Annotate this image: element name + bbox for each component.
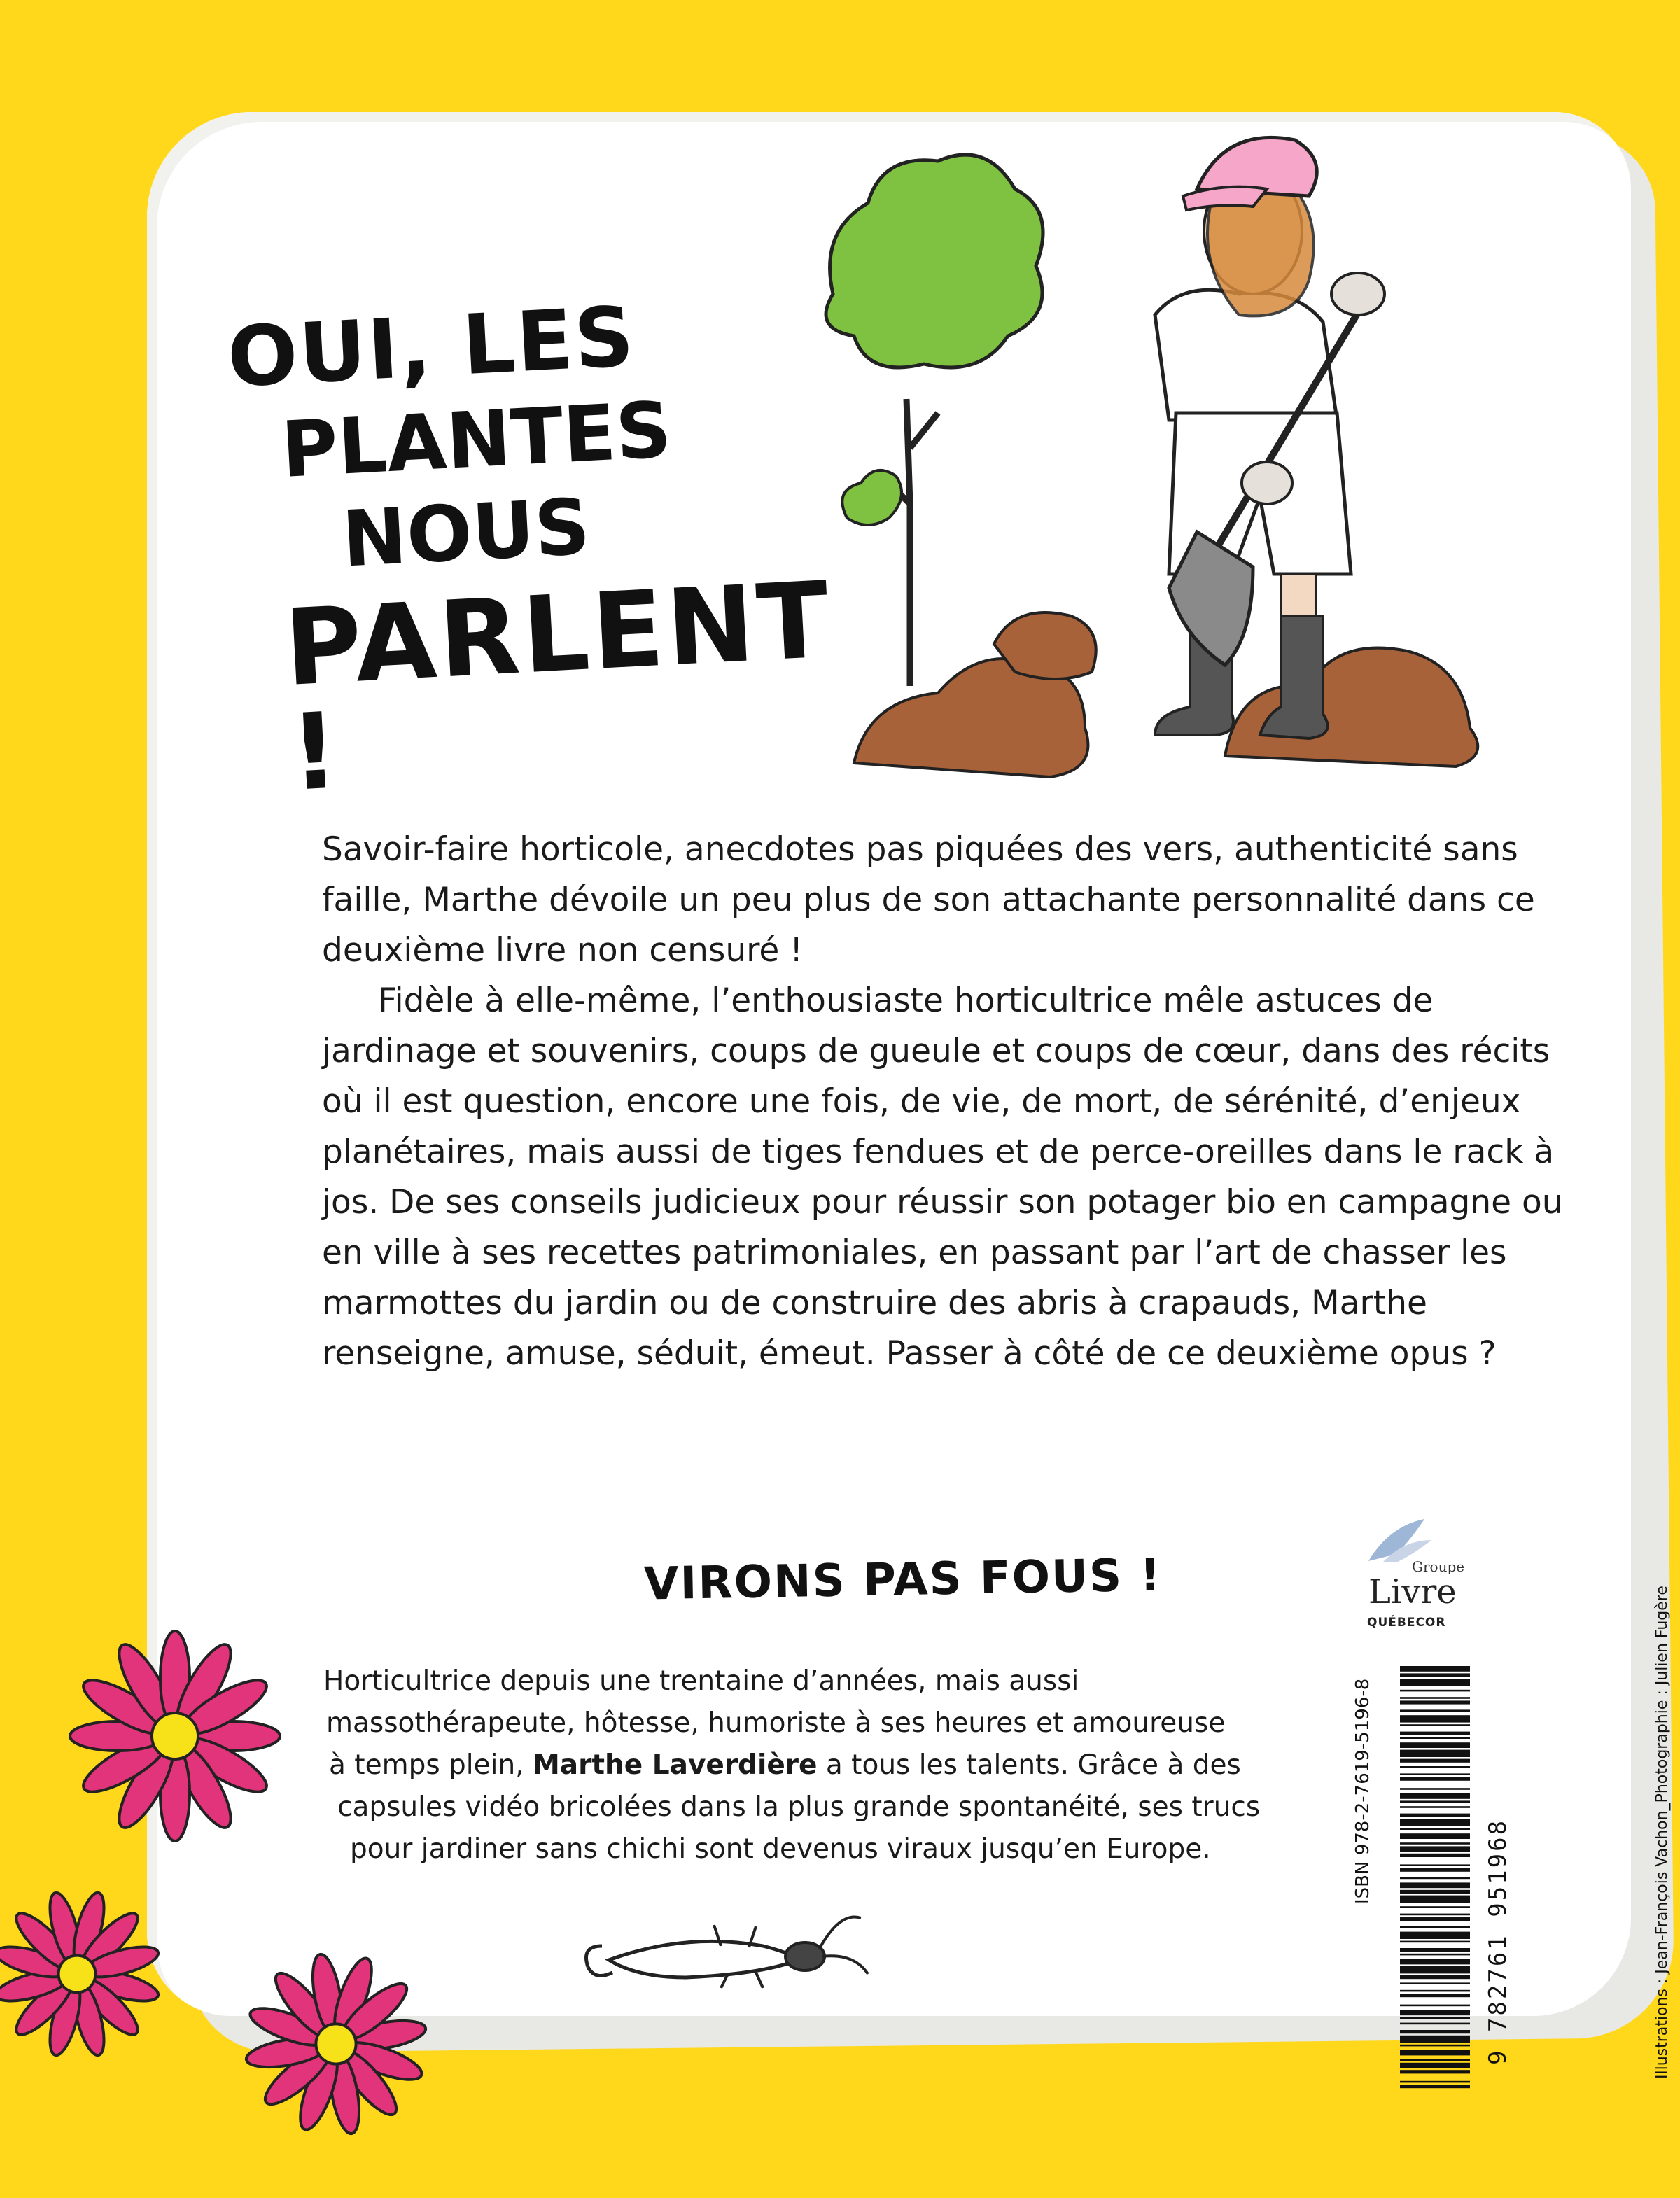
barcode-bar [1400,2023,1470,2025]
book-description [322,825,1568,1379]
image-credits: Illustrations : Jean-François Vachon_Photographie : Julien Fugère [1653,1586,1671,2079]
barcode-bar [1400,1906,1470,1908]
barcode-bar [1400,1732,1470,1735]
earwig-body [609,1941,798,1977]
barcode-bar [1400,2036,1470,2043]
barcode-bar [1400,1679,1470,1686]
barcode-bar [1400,1882,1470,1888]
barcode-bar [1400,1864,1470,1866]
slogan: VIRONS PAS FOUS ! [643,1549,1163,1611]
barcode-bar [1400,1833,1470,1839]
barcode-bar [1400,1914,1470,1916]
headline-line-2: PLANTES [279,384,674,495]
headline [225,286,835,815]
barcode-bar [1400,2081,1470,2083]
barcode-bar [1400,1854,1470,1857]
flower-3 [244,1952,428,2136]
barcode-bar [1400,1990,1470,1992]
barcode-bar [1400,1917,1470,1921]
flowers-decoration [0,1610,504,2198]
barcode-bar [1400,1877,1470,1879]
barcode-bar [1400,1690,1470,1692]
barcode-bar [1400,1846,1470,1851]
barcode-bar [1400,1948,1470,1952]
barcode-bar [1400,1926,1470,1928]
barcode-bar [1400,2045,1470,2047]
earwig-drawing [581,1890,875,1995]
barcode-bar [1400,2017,1470,2019]
barcode-bar [1400,1766,1470,1768]
barcode-bar [1400,1788,1470,1790]
bio-line-4: capsules vidéo bricolées dans la plus grande spontanéité, ses trucs [337,1791,1261,1823]
glove-lower [1242,462,1292,504]
barcode-bar [1400,2050,1470,2056]
flower-1 [70,1631,280,1841]
barcode-bar [1400,1673,1470,1676]
barcode-bar [1400,1814,1470,1817]
publisher-quebecor: QUÉBECOR [1367,1616,1446,1630]
barcode-bar [1400,1954,1470,1956]
description-paragraph-1: Savoir-faire horticole, anecdotes pas piquées des vers, authenticité sans faille, Marthe dévoile un peu plus de son attachante personnalité dans ce deuxième livre non censuré ! [322,830,1535,969]
bio-line-1: Horticultrice depuis une trentaine d’années, mais aussi [323,1665,1079,1697]
barcode-bar [1400,1777,1470,1781]
barcode-bar [1400,1666,1470,1672]
earwig-antennae [819,1917,868,1974]
barcode-bar [1400,1868,1470,1872]
barcode-bar [1400,1932,1470,1939]
bio-line-2: massothérapeute, hôtesse, humoriste à ses heures et amoureuse [326,1707,1226,1739]
headline-line-1: OUI, LES [225,288,638,406]
gardener-leg-right [1281,574,1316,616]
barcode-digits: 9 782761 951968 [1484,1818,1512,2065]
barcode-bar [1400,1737,1470,1739]
barcode-bar [1400,1806,1470,1808]
bio-line-3-end: a tous les talents. Grâce à des [817,1749,1241,1781]
barcode-bar [1400,1994,1470,1997]
barcode-bar [1400,1966,1470,1973]
barcode-bar [1400,2085,1470,2088]
barcode-bar [1400,2063,1470,2068]
barcode-bar [1400,1941,1470,1943]
barcode-bar [1400,2059,1470,2062]
earwig-head [785,1942,825,1970]
publisher-groupe: Groupe [1412,1558,1465,1575]
flower-center [152,1713,198,1759]
barcode-bar [1400,1890,1470,1893]
barcode-bar [1400,2030,1470,2033]
barcode-bar [1400,1700,1470,1704]
isbn-number: ISBN 978-2-7619-5196-8 [1352,1678,1373,1904]
barcode-bar [1400,1982,1470,1984]
barcode-bar [1400,1750,1470,1757]
barcode-bar [1400,1709,1470,1712]
publisher-livre: Livre [1368,1572,1457,1611]
flower-center [316,2024,356,2064]
barcode-bar [1400,1759,1470,1763]
barcode-bar [1400,2005,1470,2007]
barcode-bar [1400,1715,1470,1722]
barcode-bar [1400,2070,1470,2073]
glove-upper [1331,273,1385,315]
barcode-bar [1400,1697,1470,1699]
barcode-bar [1400,2010,1470,2015]
flower-center [59,1956,96,1993]
barcode-bar [1400,1975,1470,1979]
barcode-bar [1400,1828,1470,1830]
description-paragraph-2: Fidèle à elle-même, l’enthousiaste horticultrice mêle astuces de jardinage et souvenirs, coups de gueule et coups de cœur, dans des récits où il est question, encore une fois, de vie, de mort, de sérénité, d’enjeux planétaires, mais aussi de tiges fendues et de perce-oreilles dans le rack à jos. De ses conseils judicieux pour réussir son potager bio en campagne ou en ville à ses recettes patrimoniales, en passant par l’art de chasser les marmottes du jardin ou de construire des abris à crapauds, Marthe renseigne, amuse, séduit, émeut. Passer à côté de ce deuxième opus ? [322,981,1563,1373]
barcode-bar [1400,1793,1470,1799]
flower-2 [0,1890,161,2059]
author-name: Marthe Laverdière [532,1749,818,1781]
small-leaf-cluster [842,470,902,525]
soil-mound-right [1225,648,1478,766]
gardener-illustration [805,84,1512,791]
tree-foliage [826,155,1043,368]
bio-line-5: pour jardiner sans chichi sont devenus viraux jusqu’en Europe. [350,1833,1211,1865]
barcode-bar [1400,1819,1470,1826]
barcode-bar [1400,1959,1470,1965]
bio-line-3-start: à temps plein, [329,1749,533,1781]
barcode-bar [1400,1842,1470,1844]
barcode-bar [1400,1773,1470,1775]
barcode-bar [1400,1800,1470,1802]
gardener-boot-right [1260,616,1328,738]
barcode-bar [1400,1896,1470,1903]
publisher-logo [1348,1512,1465,1638]
tree-trunk [882,399,938,686]
barcode-bar [1400,1724,1470,1726]
headline-line-4: PARLENT ! [281,559,835,815]
barcode-bar [1400,1742,1470,1748]
headline-line-3: NOUS [340,482,593,584]
